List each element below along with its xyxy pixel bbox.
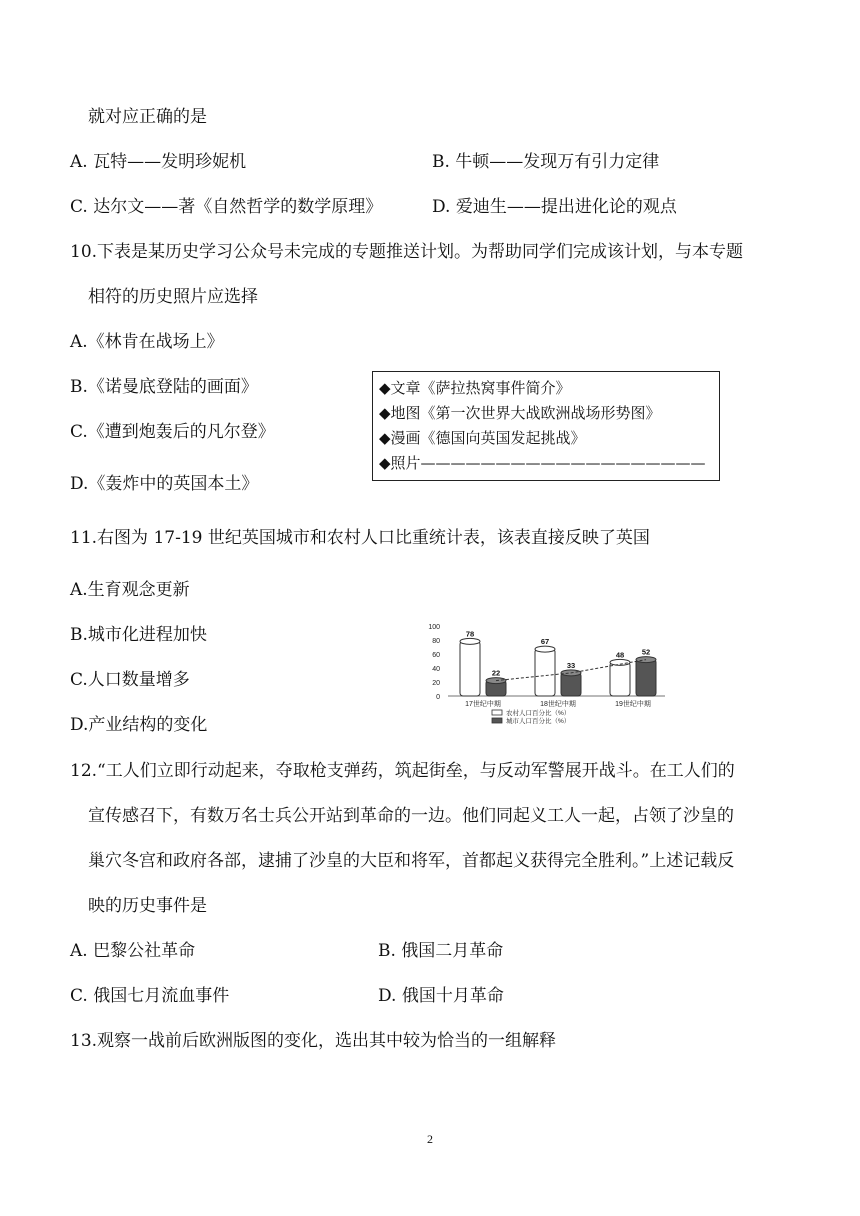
- bar-rural: [535, 649, 555, 696]
- data-label-rural: 67: [540, 637, 550, 647]
- q9-option-b: B. 牛顿——发现万有引力定律: [432, 152, 660, 172]
- plan-item-cartoon: ◆漫画《德国向英国发起挑战》: [379, 429, 586, 447]
- population-bar-chart: [420, 618, 670, 728]
- q11-option-b: B.城市化进程加快: [70, 625, 207, 645]
- y-tick-label: 0: [436, 694, 440, 701]
- q13-stem: 13.观察一战前后欧洲版图的变化，选出其中较为恰当的一组解释: [70, 1031, 557, 1051]
- y-tick-label: 20: [432, 680, 440, 687]
- bar-rural-top: [535, 646, 555, 652]
- q10-option-a: A.《林肯在战场上》: [70, 332, 224, 352]
- y-tick-label: 80: [432, 638, 440, 645]
- q12-option-b: B. 俄国二月革命: [378, 941, 504, 961]
- bar-urban-top: [636, 657, 656, 663]
- q11-stem: 11.右图为 17-19 世纪英国城市和农村人口比重统计表，该表直接反映了英国: [70, 528, 650, 548]
- data-label-rural: 48: [615, 650, 625, 660]
- x-tick-label: 18世纪中期: [540, 701, 576, 708]
- q11-option-a: A.生育观念更新: [70, 580, 190, 600]
- data-label-urban: 33: [566, 660, 576, 670]
- q12-option-a: A. 巴黎公社革命: [70, 941, 196, 961]
- page-number: 2: [427, 1132, 433, 1146]
- bar-rural-top: [460, 638, 480, 644]
- q10-option-c: C.《遭到炮轰后的凡尔登》: [70, 422, 275, 442]
- legend-swatch-rural: [492, 710, 502, 715]
- bar-rural: [460, 641, 480, 696]
- plan-item-article: ◆文章《萨拉热窝事件简介》: [379, 379, 571, 397]
- q11-option-d: D.产业结构的变化: [70, 715, 208, 735]
- q12-stem-line3: 巢穴冬宫和政府各部，逮捕了沙皇的大臣和将军，首都起义获得完全胜利。”上述记载反: [88, 851, 735, 871]
- q9-option-c: C. 达尔文——著《自然哲学的数学原理》: [70, 197, 383, 217]
- y-tick-label: 60: [432, 652, 440, 659]
- q9-option-a: A. 瓦特——发明珍妮机: [70, 152, 247, 172]
- y-tick-label: 100: [428, 624, 440, 631]
- q9-option-d: D. 爱迪生——提出进化论的观点: [432, 197, 677, 217]
- q12-option-d: D. 俄国十月革命: [378, 986, 504, 1006]
- bar-rural: [610, 662, 630, 696]
- data-label-urban: 52: [641, 647, 651, 657]
- data-label-rural: 78: [465, 629, 475, 639]
- q12-option-c: C. 俄国七月流血事件: [70, 986, 230, 1006]
- plan-item-map: ◆地图《第一次世界大战欧洲战场形势图》: [379, 404, 661, 422]
- data-label-urban: 22: [491, 668, 501, 678]
- plan-item-photo: ◆照片———————————————————: [379, 454, 706, 472]
- y-tick-label: 40: [432, 666, 440, 673]
- bar-urban: [636, 660, 656, 696]
- legend-label-rural: 农村人口百分比（%）: [506, 710, 571, 717]
- q12-stem-line2: 宣传感召下，有数万名士兵公开站到革命的一边。他们同起义工人一起，占领了沙皇的: [88, 806, 734, 826]
- q10-stem-line1: 10.下表是某历史学习公众号未完成的专题推送计划。为帮助同学们完成该计划，与本专题: [70, 242, 744, 262]
- x-tick-label: 17世纪中期: [465, 701, 501, 708]
- x-tick-label: 19世纪中期: [615, 701, 651, 708]
- q9-stem-tail: 就对应正确的是: [88, 107, 207, 127]
- q12-stem-line1: 12.“工人们立即行动起来，夺取枪支弹药，筑起街垒，与反动军警展开战斗。在工人们的: [70, 761, 735, 781]
- legend-label-urban: 城市人口百分比（%）: [506, 718, 571, 725]
- q12-stem-line4: 映的历史事件是: [88, 896, 207, 916]
- legend-swatch-urban: [492, 718, 502, 723]
- push-plan-box: [372, 371, 720, 481]
- q10-stem-line2: 相符的历史照片应选择: [88, 287, 258, 307]
- q11-option-c: C.人口数量增多: [70, 670, 190, 690]
- q10-option-b: B.《诺曼底登陆的画面》: [70, 377, 258, 397]
- q10-option-d: D.《轰炸中的英国本土》: [70, 474, 259, 494]
